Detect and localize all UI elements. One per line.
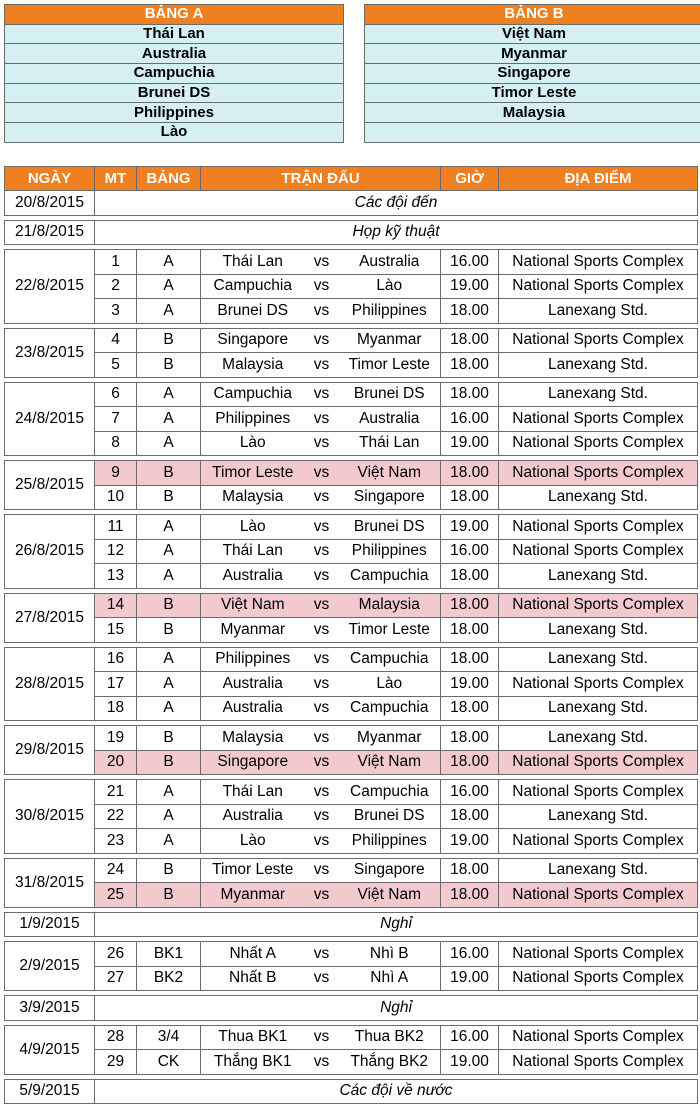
match-row — [5, 382, 698, 407]
versus-label: vs — [305, 804, 339, 829]
match-number: 21 — [95, 780, 137, 805]
match-venue: National Sports Complex — [499, 1025, 698, 1050]
match-group: A — [137, 299, 201, 324]
match-group: A — [137, 250, 201, 275]
match-row — [5, 696, 698, 721]
match-number: 1 — [95, 250, 137, 275]
home-team: Thua BK1 — [201, 1025, 305, 1050]
versus-label: vs — [305, 382, 339, 407]
match-group: B — [137, 618, 201, 643]
away-team: Brunei DS — [339, 382, 441, 407]
versus-label: vs — [305, 858, 339, 883]
match-number: 22 — [95, 804, 137, 829]
day-date: 22/8/2015 — [5, 250, 95, 324]
match-number: 9 — [95, 461, 137, 486]
versus-label: vs — [305, 353, 339, 378]
match-venue: Lanexang Std. — [499, 485, 698, 510]
match-time: 16.00 — [441, 539, 499, 564]
home-team: Việt Nam — [201, 593, 305, 618]
match-row — [5, 829, 698, 854]
home-team: Thái Lan — [201, 780, 305, 805]
match-row — [5, 1025, 698, 1050]
day-note-row — [5, 912, 698, 937]
match-row — [5, 726, 698, 751]
match-group: A — [137, 829, 201, 854]
match-group: B — [137, 328, 201, 353]
match-time: 18.00 — [441, 726, 499, 751]
match-group: B — [137, 461, 201, 486]
match-venue: National Sports Complex — [499, 966, 698, 991]
away-team: Brunei DS — [339, 515, 441, 540]
match-row — [5, 274, 698, 299]
group-a-team: Lào — [5, 123, 344, 143]
home-team: Thái Lan — [201, 539, 305, 564]
match-number: 26 — [95, 942, 137, 967]
match-venue: National Sports Complex — [499, 407, 698, 432]
day-note-row — [5, 1079, 698, 1104]
away-team: Brunei DS — [339, 804, 441, 829]
home-team: Myanmar — [201, 618, 305, 643]
match-row — [5, 407, 698, 432]
match-venue: National Sports Complex — [499, 1050, 698, 1075]
day-date: 30/8/2015 — [5, 780, 95, 854]
away-team: Myanmar — [339, 328, 441, 353]
match-time: 19.00 — [441, 274, 499, 299]
match-venue: National Sports Complex — [499, 461, 698, 486]
match-row — [5, 250, 698, 275]
match-time: 18.00 — [441, 696, 499, 721]
match-group: A — [137, 780, 201, 805]
group-a-team: Campuchia — [5, 64, 344, 84]
match-row — [5, 328, 698, 353]
away-team: Việt Nam — [339, 750, 441, 775]
day-note: Họp kỹ thuật — [95, 220, 698, 245]
group-b-team: Singapore — [365, 64, 700, 84]
match-venue: National Sports Complex — [499, 593, 698, 618]
home-team: Lào — [201, 829, 305, 854]
header-group: BẢNG — [137, 167, 201, 191]
away-team: Timor Leste — [339, 618, 441, 643]
versus-label: vs — [305, 780, 339, 805]
match-number: 23 — [95, 829, 137, 854]
home-team: Nhất B — [201, 966, 305, 991]
day-date: 25/8/2015 — [5, 461, 95, 510]
versus-label: vs — [305, 485, 339, 510]
match-venue: National Sports Complex — [499, 274, 698, 299]
match-time: 18.00 — [441, 485, 499, 510]
group-b-team — [365, 123, 700, 143]
versus-label: vs — [305, 299, 339, 324]
versus-label: vs — [305, 883, 339, 908]
away-team: Singapore — [339, 858, 441, 883]
match-venue: Lanexang Std. — [499, 618, 698, 643]
day-date: 20/8/2015 — [5, 191, 95, 216]
day-date: 26/8/2015 — [5, 515, 95, 589]
versus-label: vs — [305, 647, 339, 672]
schedule-table — [4, 166, 698, 1104]
versus-label: vs — [305, 672, 339, 697]
header-time: GIỜ — [441, 167, 499, 191]
match-row — [5, 299, 698, 324]
match-time: 16.00 — [441, 780, 499, 805]
day-note: Các đội đến — [95, 191, 698, 216]
header-venue: ĐỊA ĐIỂM — [499, 167, 698, 191]
match-group: BK1 — [137, 942, 201, 967]
group-b-team: Timor Leste — [365, 83, 700, 103]
match-row — [5, 593, 698, 618]
match-group: A — [137, 431, 201, 456]
away-team: Singapore — [339, 485, 441, 510]
match-time: 18.00 — [441, 382, 499, 407]
match-time: 19.00 — [441, 672, 499, 697]
match-time: 19.00 — [441, 515, 499, 540]
match-time: 18.00 — [441, 804, 499, 829]
match-group: A — [137, 564, 201, 589]
away-team: Việt Nam — [339, 883, 441, 908]
match-time: 19.00 — [441, 1050, 499, 1075]
match-row — [5, 618, 698, 643]
versus-label: vs — [305, 564, 339, 589]
match-number: 8 — [95, 431, 137, 456]
day-date: 4/9/2015 — [5, 1025, 95, 1074]
day-date: 1/9/2015 — [5, 912, 95, 937]
away-team: Timor Leste — [339, 353, 441, 378]
match-group: B — [137, 883, 201, 908]
group-b-team: Việt Nam — [365, 24, 700, 44]
day-note: Các đội về nước — [95, 1079, 698, 1104]
home-team: Brunei DS — [201, 299, 305, 324]
home-team: Timor Leste — [201, 858, 305, 883]
match-number: 28 — [95, 1025, 137, 1050]
match-time: 18.00 — [441, 750, 499, 775]
away-team: Campuchia — [339, 564, 441, 589]
group-a-team: Brunei DS — [5, 83, 344, 103]
match-group: A — [137, 407, 201, 432]
match-number: 12 — [95, 539, 137, 564]
match-row — [5, 780, 698, 805]
home-team: Philippines — [201, 647, 305, 672]
day-note: Nghỉ — [95, 996, 698, 1021]
home-team: Australia — [201, 672, 305, 697]
away-team: Lào — [339, 672, 441, 697]
away-team: Thái Lan — [339, 431, 441, 456]
group-a-table — [4, 4, 344, 143]
match-venue: National Sports Complex — [499, 328, 698, 353]
match-venue: Lanexang Std. — [499, 647, 698, 672]
match-row — [5, 858, 698, 883]
match-group: A — [137, 382, 201, 407]
day-date: 5/9/2015 — [5, 1079, 95, 1104]
versus-label: vs — [305, 829, 339, 854]
versus-label: vs — [305, 750, 339, 775]
schedule-body — [5, 191, 698, 1104]
match-time: 18.00 — [441, 858, 499, 883]
home-team: Thắng BK1 — [201, 1050, 305, 1075]
match-venue: Lanexang Std. — [499, 696, 698, 721]
match-number: 10 — [95, 485, 137, 510]
match-number: 5 — [95, 353, 137, 378]
match-row — [5, 539, 698, 564]
match-number: 17 — [95, 672, 137, 697]
versus-label: vs — [305, 407, 339, 432]
match-venue: National Sports Complex — [499, 829, 698, 854]
group-b-team: Malaysia — [365, 103, 700, 123]
home-team: Singapore — [201, 750, 305, 775]
match-number: 18 — [95, 696, 137, 721]
match-group: A — [137, 515, 201, 540]
group-b-table — [364, 4, 700, 143]
versus-label: vs — [305, 250, 339, 275]
versus-label: vs — [305, 431, 339, 456]
group-a-team: Philippines — [5, 103, 344, 123]
match-row — [5, 883, 698, 908]
match-venue: Lanexang Std. — [499, 353, 698, 378]
home-team: Timor Leste — [201, 461, 305, 486]
match-time: 18.00 — [441, 647, 499, 672]
away-team: Nhì A — [339, 966, 441, 991]
match-number: 6 — [95, 382, 137, 407]
versus-label: vs — [305, 539, 339, 564]
match-row — [5, 564, 698, 589]
match-time: 16.00 — [441, 942, 499, 967]
versus-label: vs — [305, 593, 339, 618]
home-team: Thái Lan — [201, 250, 305, 275]
match-venue: National Sports Complex — [499, 780, 698, 805]
versus-label: vs — [305, 726, 339, 751]
match-time: 19.00 — [441, 431, 499, 456]
match-group: B — [137, 858, 201, 883]
day-date: 2/9/2015 — [5, 942, 95, 991]
home-team: Australia — [201, 564, 305, 589]
home-team: Nhất A — [201, 942, 305, 967]
day-date: 21/8/2015 — [5, 220, 95, 245]
match-venue: National Sports Complex — [499, 515, 698, 540]
match-group: A — [137, 804, 201, 829]
group-a-team: Australia — [5, 44, 344, 64]
match-time: 18.00 — [441, 618, 499, 643]
home-team: Lào — [201, 515, 305, 540]
match-row — [5, 647, 698, 672]
match-number: 24 — [95, 858, 137, 883]
versus-label: vs — [305, 515, 339, 540]
home-team: Australia — [201, 804, 305, 829]
match-number: 7 — [95, 407, 137, 432]
match-group: A — [137, 672, 201, 697]
match-time: 18.00 — [441, 299, 499, 324]
match-venue: National Sports Complex — [499, 250, 698, 275]
match-time: 18.00 — [441, 461, 499, 486]
day-date: 27/8/2015 — [5, 593, 95, 642]
group-b-team: Myanmar — [365, 44, 700, 64]
home-team: Lào — [201, 431, 305, 456]
match-time: 18.00 — [441, 883, 499, 908]
versus-label: vs — [305, 328, 339, 353]
match-number: 15 — [95, 618, 137, 643]
away-team: Thắng BK2 — [339, 1050, 441, 1075]
day-note-row — [5, 220, 698, 245]
match-number: 2 — [95, 274, 137, 299]
match-venue: National Sports Complex — [499, 750, 698, 775]
match-group: B — [137, 353, 201, 378]
match-row — [5, 461, 698, 486]
match-time: 18.00 — [441, 564, 499, 589]
away-team: Australia — [339, 407, 441, 432]
match-venue: Lanexang Std. — [499, 726, 698, 751]
match-row — [5, 431, 698, 456]
match-time: 16.00 — [441, 407, 499, 432]
match-row — [5, 672, 698, 697]
away-team: Malaysia — [339, 593, 441, 618]
day-date: 31/8/2015 — [5, 858, 95, 907]
versus-label: vs — [305, 696, 339, 721]
away-team: Nhì B — [339, 942, 441, 967]
match-group: CK — [137, 1050, 201, 1075]
match-time: 18.00 — [441, 593, 499, 618]
match-venue: Lanexang Std. — [499, 804, 698, 829]
home-team: Australia — [201, 696, 305, 721]
match-time: 18.00 — [441, 353, 499, 378]
match-row — [5, 353, 698, 378]
match-group: B — [137, 593, 201, 618]
match-group: B — [137, 485, 201, 510]
header-date: NGÀY — [5, 167, 95, 191]
day-date: 3/9/2015 — [5, 996, 95, 1021]
match-number: 19 — [95, 726, 137, 751]
away-team: Lào — [339, 274, 441, 299]
match-time: 16.00 — [441, 1025, 499, 1050]
match-number: 13 — [95, 564, 137, 589]
match-group: A — [137, 696, 201, 721]
match-number: 14 — [95, 593, 137, 618]
match-group: B — [137, 750, 201, 775]
header-match-no: MT — [95, 167, 137, 191]
match-group: A — [137, 539, 201, 564]
away-team: Australia — [339, 250, 441, 275]
versus-label: vs — [305, 1050, 339, 1075]
group-b-title: BẢNG B — [365, 5, 700, 25]
home-team: Malaysia — [201, 726, 305, 751]
day-date: 24/8/2015 — [5, 382, 95, 456]
match-row — [5, 485, 698, 510]
away-team: Việt Nam — [339, 461, 441, 486]
match-venue: National Sports Complex — [499, 672, 698, 697]
versus-label: vs — [305, 618, 339, 643]
away-team: Campuchia — [339, 696, 441, 721]
match-venue: National Sports Complex — [499, 431, 698, 456]
match-time: 18.00 — [441, 328, 499, 353]
away-team: Philippines — [339, 829, 441, 854]
match-time: 19.00 — [441, 966, 499, 991]
versus-label: vs — [305, 274, 339, 299]
match-venue: Lanexang Std. — [499, 382, 698, 407]
home-team: Myanmar — [201, 883, 305, 908]
day-note-row — [5, 191, 698, 216]
away-team: Myanmar — [339, 726, 441, 751]
match-venue: National Sports Complex — [499, 883, 698, 908]
versus-label: vs — [305, 1025, 339, 1050]
match-group: BK2 — [137, 966, 201, 991]
match-group: 3/4 — [137, 1025, 201, 1050]
away-team: Campuchia — [339, 780, 441, 805]
match-row — [5, 942, 698, 967]
day-date: 28/8/2015 — [5, 647, 95, 721]
day-note: Nghỉ — [95, 912, 698, 937]
match-time: 16.00 — [441, 250, 499, 275]
match-number: 16 — [95, 647, 137, 672]
home-team: Malaysia — [201, 353, 305, 378]
match-time: 19.00 — [441, 829, 499, 854]
match-number: 4 — [95, 328, 137, 353]
match-number: 11 — [95, 515, 137, 540]
versus-label: vs — [305, 942, 339, 967]
home-team: Campuchia — [201, 382, 305, 407]
day-note-row — [5, 996, 698, 1021]
match-row — [5, 804, 698, 829]
away-team: Campuchia — [339, 647, 441, 672]
match-venue: Lanexang Std. — [499, 858, 698, 883]
match-venue: Lanexang Std. — [499, 299, 698, 324]
match-venue: National Sports Complex — [499, 942, 698, 967]
match-venue: Lanexang Std. — [499, 564, 698, 589]
match-venue: National Sports Complex — [499, 539, 698, 564]
home-team: Malaysia — [201, 485, 305, 510]
match-number: 3 — [95, 299, 137, 324]
home-team: Campuchia — [201, 274, 305, 299]
match-group: B — [137, 726, 201, 751]
match-number: 27 — [95, 966, 137, 991]
group-a-team: Thái Lan — [5, 24, 344, 44]
versus-label: vs — [305, 966, 339, 991]
match-group: A — [137, 274, 201, 299]
home-team: Singapore — [201, 328, 305, 353]
match-row — [5, 1050, 698, 1075]
day-date: 23/8/2015 — [5, 328, 95, 377]
schedule-header-row — [5, 167, 698, 191]
match-row — [5, 750, 698, 775]
match-number: 29 — [95, 1050, 137, 1075]
versus-label: vs — [305, 461, 339, 486]
match-row — [5, 515, 698, 540]
home-team: Philippines — [201, 407, 305, 432]
header-match: TRẬN ĐẤU — [201, 167, 441, 191]
match-number: 25 — [95, 883, 137, 908]
day-date: 29/8/2015 — [5, 726, 95, 775]
match-row — [5, 966, 698, 991]
match-group: A — [137, 647, 201, 672]
away-team: Philippines — [339, 539, 441, 564]
match-number: 20 — [95, 750, 137, 775]
away-team: Thua BK2 — [339, 1025, 441, 1050]
away-team: Philippines — [339, 299, 441, 324]
group-a-title: BẢNG A — [5, 5, 344, 25]
